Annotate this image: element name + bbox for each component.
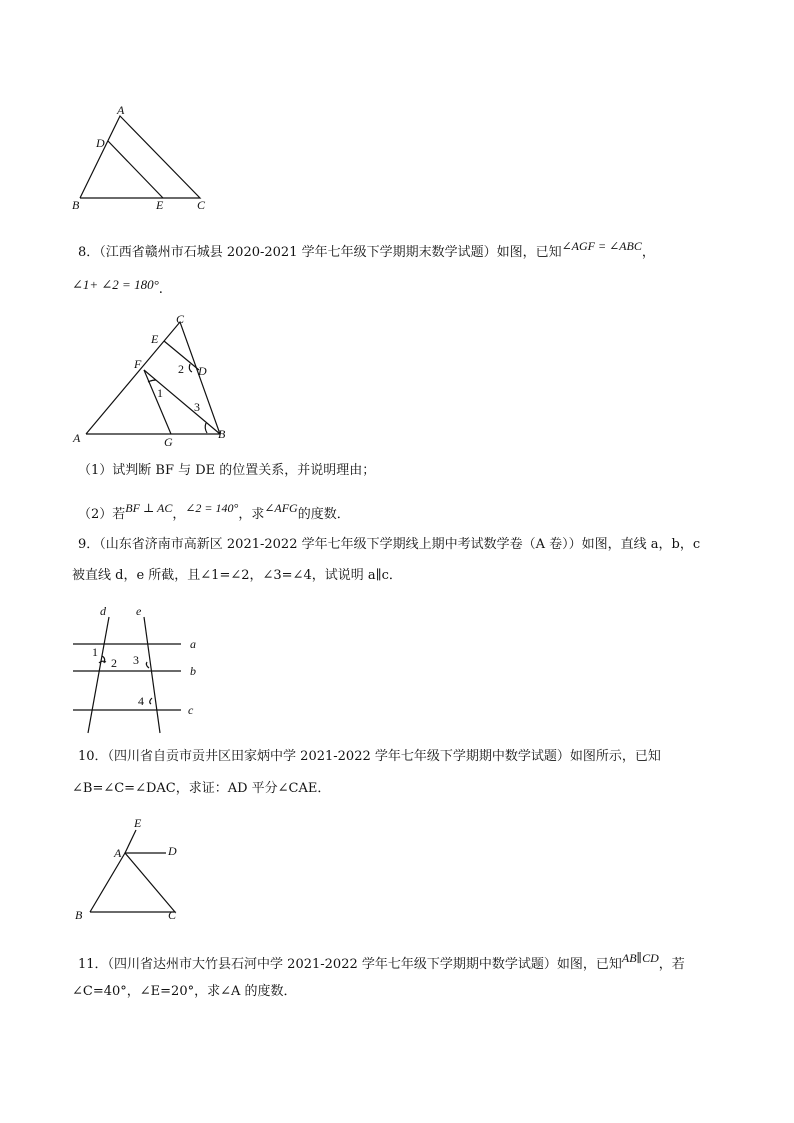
label-e: E xyxy=(156,198,164,212)
line-e xyxy=(144,617,160,733)
angle-mark-2 xyxy=(99,661,106,663)
label-b: B xyxy=(218,427,226,441)
q8-sub2-pre: （2）若 xyxy=(78,507,126,522)
q10-line2: ∠B=∠C=∠DAC，求证：AD 平分∠CAE． xyxy=(72,781,331,796)
label-e: E xyxy=(151,332,159,346)
q8-comma: ， xyxy=(641,245,655,260)
label-d: D xyxy=(168,844,177,858)
q8-sub2-cond2: ∠2 = 140° xyxy=(185,501,239,515)
label-e: e xyxy=(136,604,142,618)
q8-line1 xyxy=(78,239,655,262)
label-angle-4: 4 xyxy=(138,694,144,708)
line-d xyxy=(88,617,109,733)
q8-sub2-cond3: ∠AFG xyxy=(264,501,298,515)
q8-cond1: ∠AGF = ∠ABC xyxy=(561,239,642,253)
q8-cond2: ∠1+ ∠2 = 180° xyxy=(72,277,159,292)
label-d: D xyxy=(96,136,105,150)
label-a: a xyxy=(190,637,196,651)
angle-mark-2 xyxy=(189,364,192,372)
label-b: B xyxy=(72,198,80,212)
q9-line2: 被直线 d，e 所截，且∠1=∠2，∠3=∠4，试说明 a∥c． xyxy=(72,568,402,583)
q8-sub1: （1）试判断 BF 与 DE 的位置关系，并说明理由； xyxy=(78,463,376,478)
q11-line2: ∠C=40°，∠E=20°，求∠A 的度数． xyxy=(72,984,297,999)
label-c: C xyxy=(176,312,185,326)
q11-line1-pre: 11．（四川省达州市大竹县石河中学 2021-2022 学年七年级下学期期中数学试题）如图，已知 xyxy=(78,957,622,972)
label-angle-1: 1 xyxy=(157,386,163,400)
label-d: D xyxy=(198,364,207,378)
angle-mark-1 xyxy=(148,380,156,382)
triangle-abc xyxy=(90,853,175,912)
angle-mark-3 xyxy=(205,423,207,433)
q11-line1 xyxy=(78,951,685,974)
q8-source: （江西省赣州市石城县 2020-2021 学年七年级下学期期末数学试题） xyxy=(99,245,497,260)
label-angle-3: 3 xyxy=(194,400,200,414)
label-a: A xyxy=(73,431,81,445)
q11-line1-post: ，若 xyxy=(658,957,685,972)
label-a: A xyxy=(117,103,125,117)
q8-lead: 如图，已知 xyxy=(496,245,562,260)
label-angle-3: 3 xyxy=(133,653,139,667)
q8-sub2-comma: ， xyxy=(172,507,186,522)
q8-sub2-post: 的度数． xyxy=(297,507,350,522)
figure-q10-triangle xyxy=(66,810,196,925)
label-c: C xyxy=(168,908,177,922)
q8-number: 8． xyxy=(78,245,100,260)
q8-period: . xyxy=(158,282,163,297)
angle-mark-3 xyxy=(146,662,149,668)
q8-sub2 xyxy=(78,501,350,524)
label-b: b xyxy=(190,664,196,678)
label-g: G xyxy=(164,435,173,449)
label-d: d xyxy=(100,604,106,618)
label-c: c xyxy=(188,703,194,717)
label-e: E xyxy=(134,816,142,830)
q11-cond: AB∥CD xyxy=(621,951,659,965)
q8-line2 xyxy=(72,276,163,295)
label-angle-2: 2 xyxy=(111,656,117,670)
figure-q9-lines xyxy=(66,600,216,740)
segment-de xyxy=(108,141,163,198)
figure-q7-triangle xyxy=(60,100,230,215)
label-angle-2: 2 xyxy=(178,362,184,376)
extension-ae xyxy=(125,830,136,853)
label-f: F xyxy=(134,357,142,371)
angle-mark-4 xyxy=(150,698,152,704)
q10-line1: 10．（四川省自贡市贡井区田家炳中学 2021-2022 学年七年级下学期期中数学试题）如图所示，已知 xyxy=(78,749,661,764)
figure-q8-triangle xyxy=(66,310,246,450)
triangle-abc xyxy=(80,116,200,198)
label-a: A xyxy=(114,846,122,860)
label-c: C xyxy=(197,198,206,212)
q8-sub2-cond1: BF ⊥ AC xyxy=(125,501,173,515)
segment-fg xyxy=(144,370,171,434)
label-angle-1: 1 xyxy=(92,645,98,659)
q9-line1: 9．（山东省济南市高新区 2021-2022 学年七年级下学期线上期中考试数学卷（A 卷））如图，直线 a，b，c xyxy=(78,537,701,552)
label-b: B xyxy=(75,908,83,922)
q8-sub2-mid: ，求 xyxy=(238,507,265,522)
